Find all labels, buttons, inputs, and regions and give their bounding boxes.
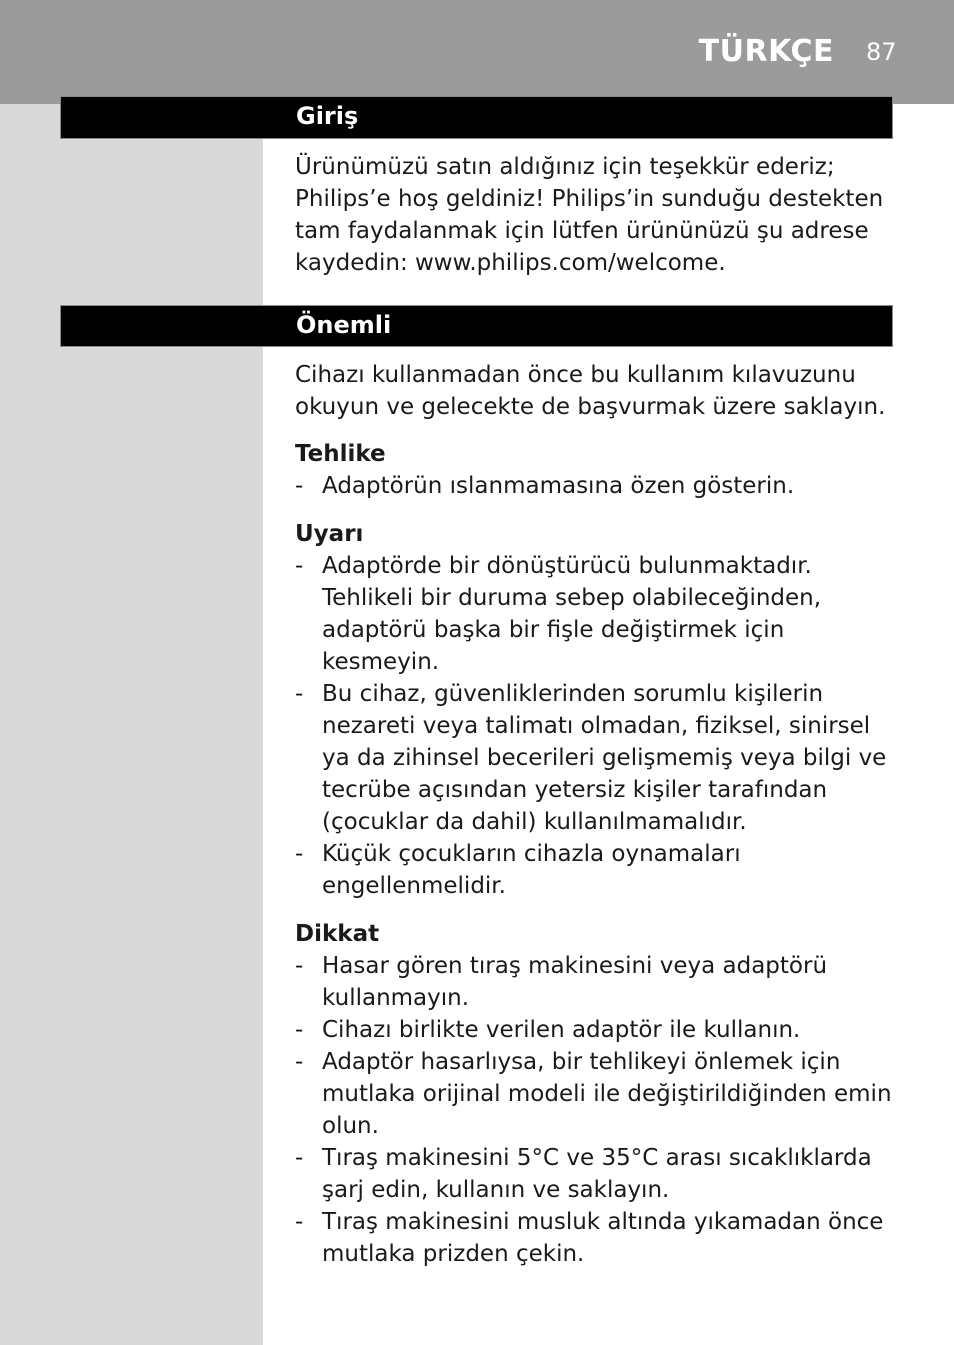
dash-bullet: - <box>295 1209 304 1235</box>
list-item-text: Küçük çocukların cihazla oynamaları engellenmelidir. <box>322 841 741 899</box>
list-item <box>295 950 905 1014</box>
dash-bullet: - <box>295 553 304 579</box>
language-title: TÜRKÇE <box>698 34 834 69</box>
section-title: Giriş <box>296 102 359 130</box>
dash-bullet: - <box>295 473 304 499</box>
warning-heading: Uyarı <box>295 521 364 547</box>
list-item <box>295 1014 905 1046</box>
list-item-text: Adaptörün ıslanmamasına özen gösterin. <box>322 473 795 499</box>
list-item-text: Bu cihaz, güvenliklerinden sorumlu kişilerin nezareti veya talimatı olmadan, fiziksel, sinirsel ya da zihinsel becerileri gelişmemiş veya bilgi ve tecrübe açısından yetersiz kişiler tarafından (çocuklar da dahil) kullanılmamalıdır. <box>322 681 887 835</box>
caution-heading: Dikkat <box>295 921 380 947</box>
dash-bullet: - <box>295 1017 304 1043</box>
list-item <box>295 678 905 838</box>
list-item <box>295 470 905 502</box>
list-item-text: Adaptörde bir dönüştürücü bulunmaktadır. Tehlikeli bir duruma sebep olabileceğinden, adaptörü başka bir fişle değiştirmek için kesmeyin. <box>322 553 822 675</box>
section-band-onemli <box>60 305 893 347</box>
warning-block <box>295 518 905 902</box>
list-item <box>295 1142 905 1206</box>
list-item <box>295 550 905 678</box>
list-item <box>295 1046 905 1142</box>
dash-bullet: - <box>295 1049 304 1075</box>
important-body <box>295 359 905 1270</box>
danger-heading: Tehlike <box>295 441 386 467</box>
list-item-text: Hasar gören tıraş makinesini veya adaptörü kullanmayın. <box>322 953 828 1011</box>
dash-bullet: - <box>295 841 304 867</box>
caution-block <box>295 918 905 1270</box>
important-intro: Cihazı kullanmadan önce bu kullanım kılavuzunu okuyun ve gelecekte de başvurmak üzere saklayın. <box>295 362 886 420</box>
left-margin-panel <box>0 104 263 1345</box>
dash-bullet: - <box>295 1145 304 1171</box>
list-item-text: Tıraş makinesini musluk altında yıkamadan önce mutlaka prizden çekin. <box>322 1209 884 1267</box>
list-item-text: Adaptör hasarlıysa, bir tehlikeyi önlemek için mutlaka orijinal modeli ile değiştirildiğinden emin olun. <box>322 1049 892 1139</box>
intro-paragraph <box>295 151 905 279</box>
page-number: 87 <box>866 38 897 66</box>
dash-bullet: - <box>295 681 304 707</box>
list-item-text: Tıraş makinesini 5°C ve 35°C arası sıcaklıklarda şarj edin, kullanın ve saklayın. <box>322 1145 872 1203</box>
section-title: Önemli <box>296 311 392 339</box>
dash-bullet: - <box>295 953 304 979</box>
list-item <box>295 1206 905 1270</box>
danger-block <box>295 438 905 502</box>
section-band-giris <box>60 96 893 139</box>
list-item-text: Cihazı birlikte verilen adaptör ile kullanın. <box>322 1017 801 1043</box>
intro-text: Ürünümüzü satın aldığınız için teşekkür ederiz; Philips’e hoş geldiniz! Philips’in sunduğu destekten tam faydalanmak için lütfen ürününüzü şu adrese kaydedin: www.philips.com/welcome. <box>295 154 884 276</box>
list-item <box>295 838 905 902</box>
